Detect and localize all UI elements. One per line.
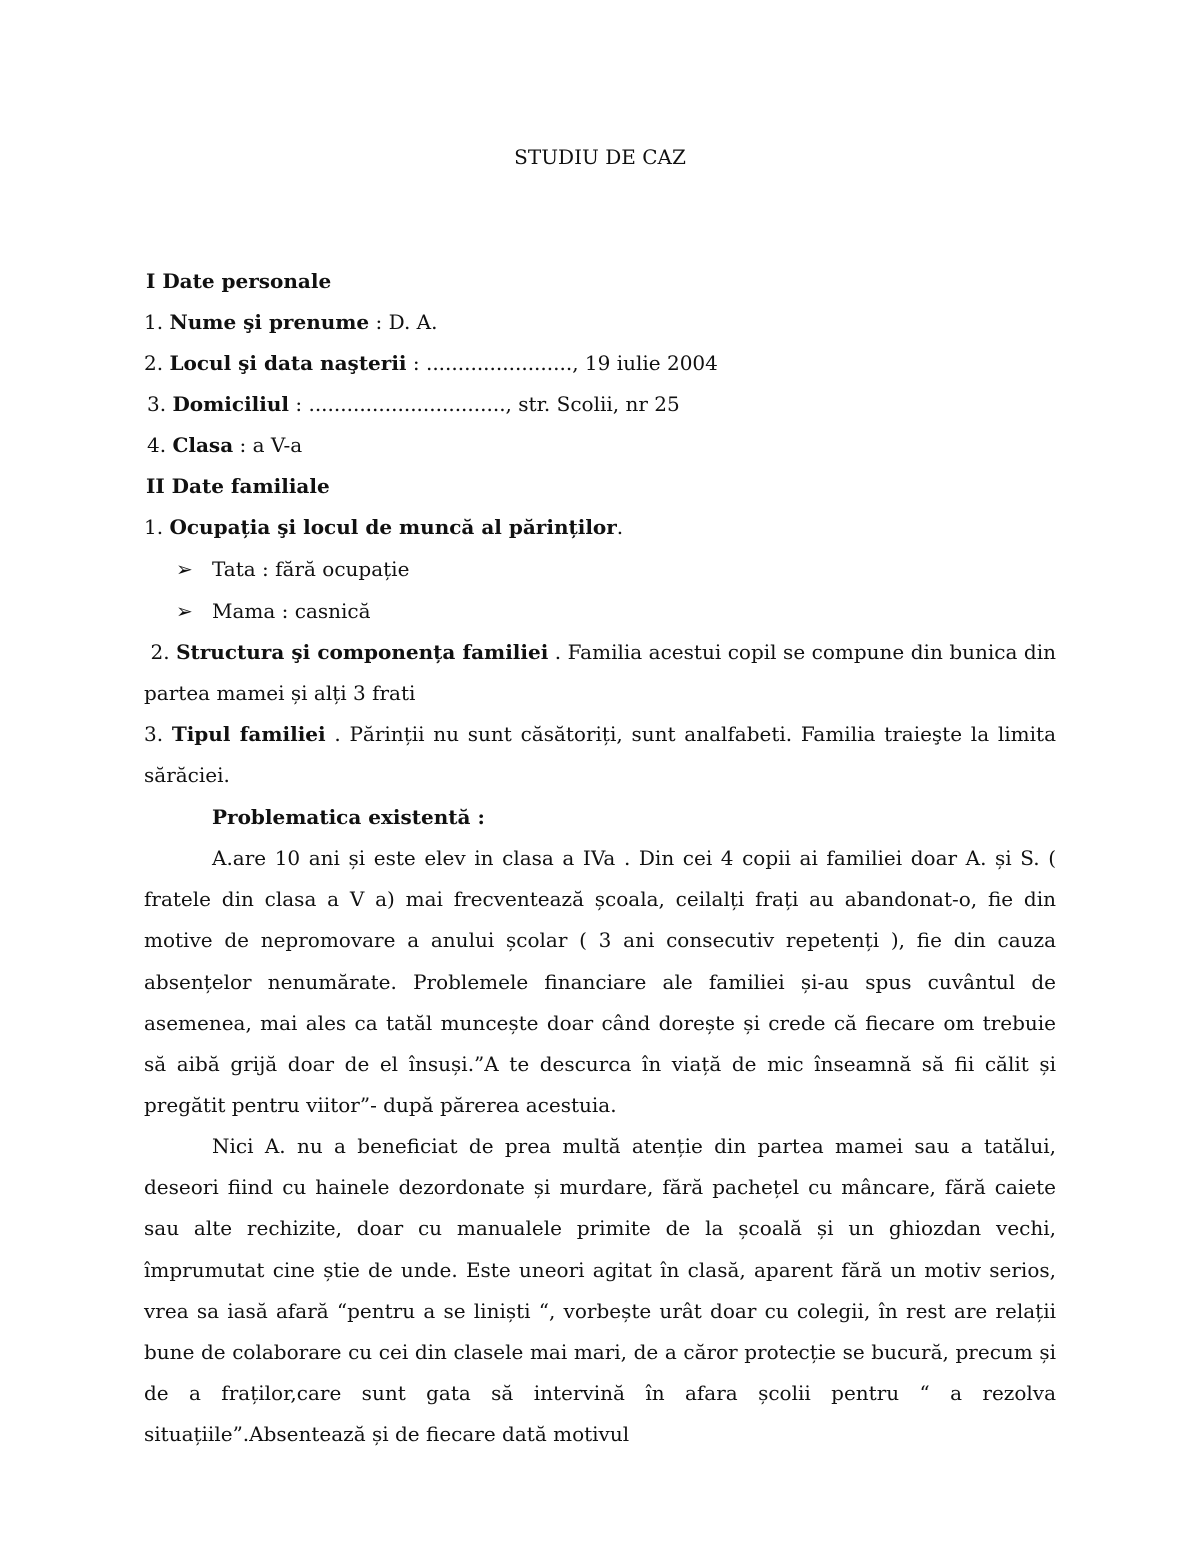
field-name-value: : D. A. <box>369 310 438 334</box>
field-structure-text: . Familia acestui copil se compune din bunica din partea mamei și alți 3 frati <box>144 640 1056 706</box>
paragraph-2: Nici A. nu a beneficiat de prea multă atenție din partea mamei sau a tatălui, deseori fiind cu hainele dezordonate și murdare, fără pachețel cu mâncare, fără caiete sau alte rechizite, doar cu manualele primite de la școală și un ghiozdan vechi, împrumutat cine știe de unde. Este uneori agitat în clasă, aparent fără un motiv serios, vrea sa iasă afară “pentru a se liniști “, vorbește urât doar cu colegii, în rest are relații bune de colaborare cu cei din clasele mai mari, de a căror protecție se bucură, precum și de a fraților,care sunt gata să intervină în afara școlii pentru “ a rezolva situațiile”.Absentează și de fiecare dată motivul <box>144 1134 1056 1447</box>
arrow-bullet-icon: ➢ <box>176 557 193 581</box>
field-address-label: Domiciliul <box>172 392 290 416</box>
field-class: 4. Clasa : a V-a <box>147 433 303 457</box>
field-structure: 2. Structura şi componența familiei . Familia acestui copil se compune din bunica din partea mamei și alți 3 frati <box>144 640 1056 706</box>
field-name-label: Nume şi prenume <box>169 310 370 334</box>
field-occupation-label: Ocupația şi locul de muncă al părinților <box>169 515 617 539</box>
field-structure-label: Structura şi componența familiei <box>176 640 549 664</box>
field-type: 3. Tipul familiei . Părinții nu sunt căsătoriți, sunt analfabeti. Familia traieşte la limita sărăciei. <box>144 722 1056 788</box>
field-class-label: Clasa <box>172 433 234 457</box>
arrow-bullet-icon: ➢ <box>176 599 193 623</box>
section-heading-problems: Problematica existentă : <box>212 805 485 829</box>
list-item-mother: ➢ Mama : casnică <box>176 599 371 623</box>
document-title: STUDIU DE CAZ <box>514 145 686 169</box>
field-birth-value: : ......................., 19 iulie 2004 <box>406 351 718 375</box>
list-item-father: ➢ Tata : fără ocupație <box>176 557 410 581</box>
field-address: 3. Domiciliul : ..............................., str. Scolii, nr 25 <box>147 392 680 416</box>
field-occupation: 1. Ocupația şi locul de muncă al părinților. <box>144 515 624 539</box>
section-heading-personal: I Date personale <box>146 269 332 293</box>
field-birth: 2. Locul şi data naşterii : ......................., 19 iulie 2004 <box>144 351 718 375</box>
field-birth-label: Locul şi data naşterii <box>169 351 407 375</box>
section-heading-family: II Date familiale <box>146 474 330 498</box>
field-type-text: . Părinții nu sunt căsătoriți, sunt analfabeti. Familia traieşte la limita sărăciei. <box>144 722 1056 788</box>
field-name: 1. Nume şi prenume : D. A. <box>144 310 438 334</box>
field-type-label: Tipul familiei <box>171 722 326 746</box>
field-class-value: : a V-a <box>233 433 303 457</box>
field-address-value: : ..............................., str. Scolii, nr 25 <box>289 392 680 416</box>
paragraph-1: A.are 10 ani și este elev in clasa a IVa . Din cei 4 copii ai familiei doar A. și S. ( fratele din clasa a V a) mai frecventează școala, ceilalți frați au abandonat-o, fie din motive de nepromovare a anului școlar ( 3 ani consecutiv repetenți ), fie din cauza absențelor nenumărate. Problemele financiare ale familiei și-au spus cuvântul de asemenea, mai ales ca tatăl muncește doar când dorește și crede că fiecare om trebuie să aibă grijă doar de el însuși.”A te descurca în viață de mic înseamnă să fii călit și pregătit pentru viitor”- după părerea acestuia. <box>144 846 1056 1118</box>
